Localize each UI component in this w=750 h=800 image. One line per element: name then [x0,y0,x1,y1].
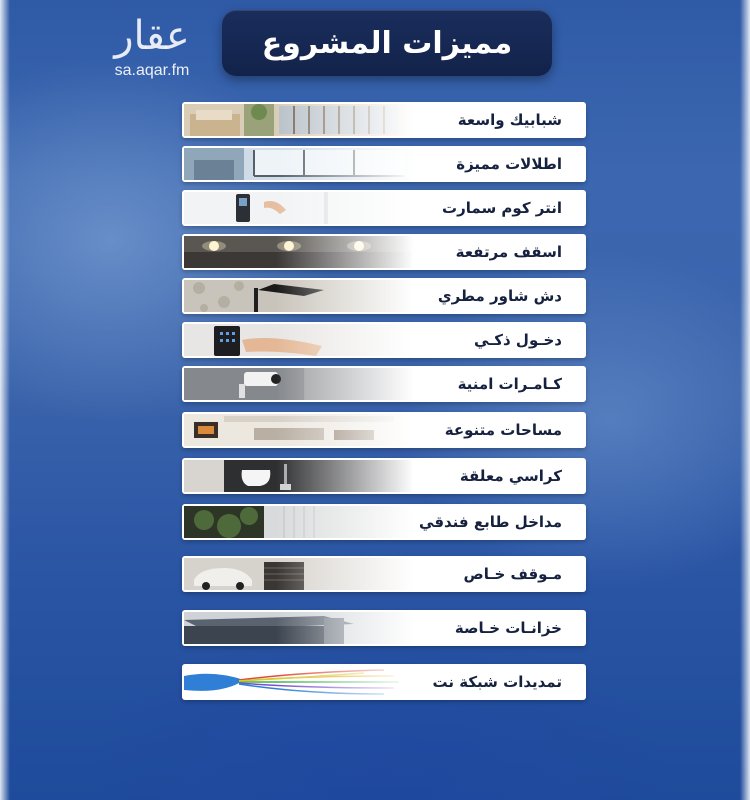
feature-label: مداخل طابع فندقي [419,513,562,531]
feature-label: كراسي معلقة [459,467,562,485]
feature-smart-entry [182,322,586,358]
feature-wide-windows [182,102,586,138]
toilet-icon [184,460,414,492]
feature-label: اطلالات مميزة [456,155,562,173]
fiber-cable-icon [184,666,414,698]
window-icon [184,104,414,136]
page-title: مميزات المشروع [261,25,513,61]
camera-icon [184,368,414,400]
feature-rain-shower [182,278,586,314]
feature-label: دش شاور مطري [437,287,562,305]
right-glow-edge [740,0,750,800]
feature-label: تمديدات شبكة نت [432,673,562,691]
feature-private-parking [182,556,586,592]
title-banner [222,10,552,76]
feature-label: خزانـات خـاصة [454,619,562,637]
feature-private-tanks [182,610,586,646]
logo-url: sa.aqar.fm [114,62,190,79]
feature-smart-intercom [182,190,586,226]
feature-label: مـوقف خـاص [463,565,562,583]
living-room-icon [184,414,414,446]
shower-icon [184,280,414,312]
left-glow-edge [0,0,10,800]
feature-distinct-views [182,146,586,182]
hotel-entrance-icon [184,506,414,538]
feature-security-cameras [182,366,586,402]
feature-label: شبابيك واسعة [457,111,562,129]
logo-text: عقار [114,13,190,59]
feature-label: كـامـرات امنية [457,375,562,393]
feature-label: مساحات متنوعة [444,421,562,439]
water-tank-icon [184,612,414,644]
feature-various-spaces [182,412,586,448]
feature-wall-hung-toilets [182,458,586,494]
view-icon [184,148,414,180]
feature-hotel-entrances [182,504,586,540]
aqar-watermark-logo [88,10,216,82]
ceiling-icon [184,236,414,268]
feature-high-ceilings [182,234,586,270]
feature-network-wiring [182,664,586,700]
smart-lock-icon [184,324,414,356]
feature-label: انتر كوم سمارت [442,199,562,217]
intercom-icon [184,192,414,224]
feature-label: اسقف مرتفعة [455,243,562,261]
parking-icon [184,558,414,590]
feature-label: دخـول ذكـي [473,331,562,349]
